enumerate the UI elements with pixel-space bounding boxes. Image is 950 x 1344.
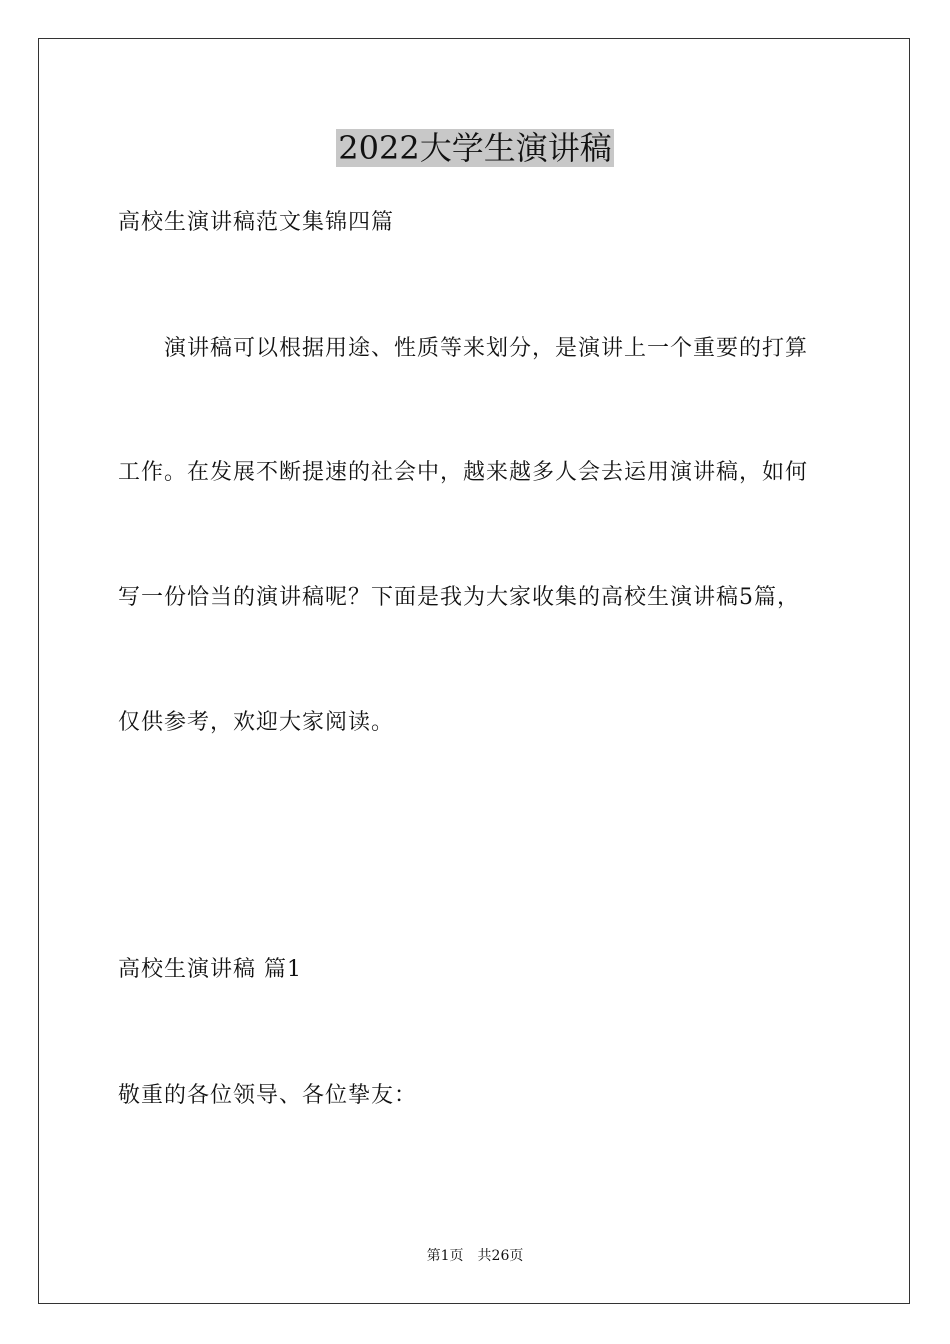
intro-paragraph-line: 仅供参考，欢迎大家阅读。: [118, 710, 395, 735]
greeting-line: 敬重的各位领导、各位挚友：: [118, 1083, 418, 1108]
intro-paragraph-line: 写一份恰当的演讲稿呢？下面是我为大家收集的高校生演讲稿5篇，: [118, 585, 800, 610]
section-heading: 高校生演讲稿 篇1: [118, 957, 302, 982]
intro-paragraph-line: 演讲稿可以根据用途、性质等来划分，是演讲上一个重要的打算: [164, 336, 809, 361]
page-number-footer: 第1页 共26页: [426, 1248, 524, 1264]
document-subtitle: 高校生演讲稿范文集锦四篇: [118, 210, 395, 235]
document-title-text: 2022大学生演讲稿: [338, 129, 612, 167]
intro-paragraph-line: 工作。在发展不断提速的社会中，越来越多人会去运用演讲稿，如何: [118, 460, 809, 485]
document-title: [0, 128, 950, 168]
